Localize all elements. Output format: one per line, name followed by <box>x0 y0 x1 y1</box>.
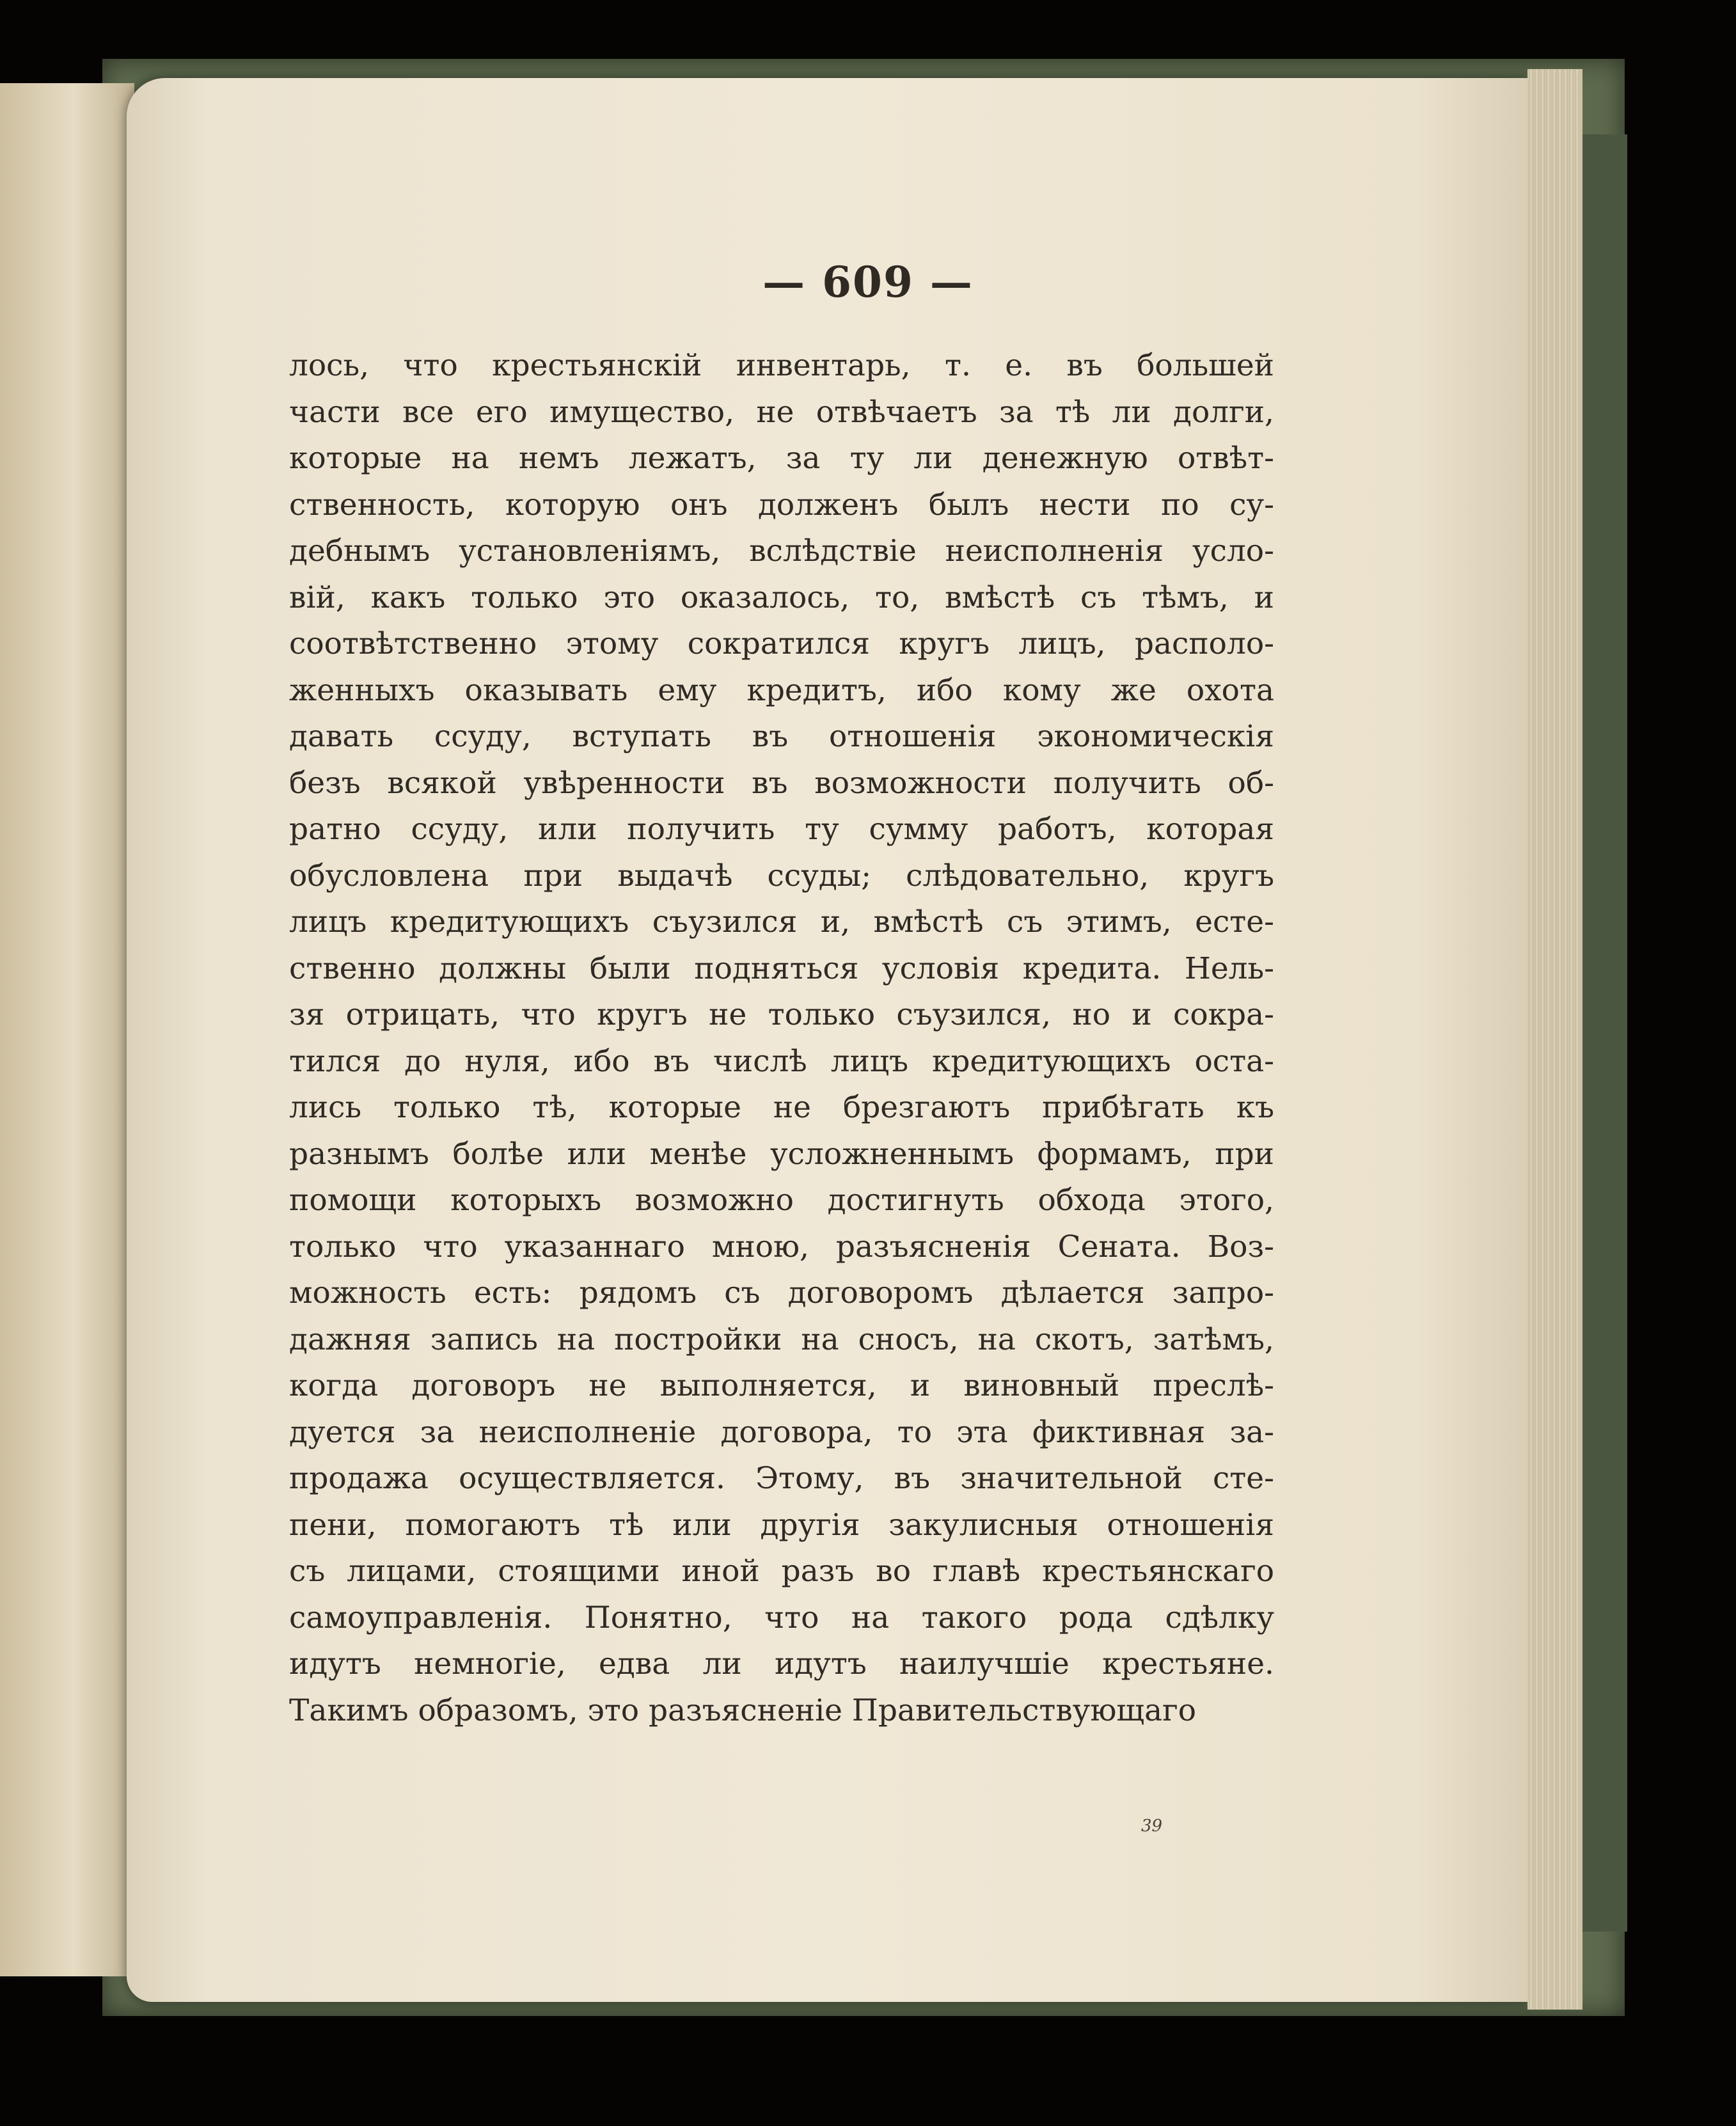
page-fore-edge <box>1527 69 1582 2010</box>
text-line: вій, какъ только это оказалось, то, вмѣстѣ съ тѣмъ, и <box>289 579 1274 615</box>
text-line: пени, помогаютъ тѣ или другія закулисныя отношенія <box>289 1507 1274 1543</box>
text-line: съ лицами, стоящими иной разъ во главѣ крестьянскаго <box>289 1554 1274 1589</box>
text-line: Такимъ образомъ, это разъясненіе Правительствующаго <box>289 1692 1197 1728</box>
text-line: помощи которыхъ возможно достигнуть обхода этого, <box>289 1183 1274 1218</box>
cover-edge <box>1582 134 1627 1932</box>
text-line: только что указаннаго мною, разъясненія Сената. Воз- <box>289 1229 1274 1264</box>
text-line: женныхъ оказывать ему кредитъ, ибо кому же охота <box>289 672 1274 708</box>
text-line: соотвѣтственно этому сократился кругъ лицъ, располо- <box>289 626 1274 661</box>
text-line: когда договоръ не выполняется, и виновный преслѣ- <box>289 1368 1274 1403</box>
text-line: части все его имущество, не отвѣчаетъ за тѣ ли долги, <box>289 394 1274 430</box>
text-line: давать ссуду, вступать въ отношенія экономическія <box>289 719 1274 754</box>
text-line: тился до нуля, ибо въ числѣ лицъ кредитующихъ оста- <box>289 1043 1274 1079</box>
text-line: дуется за неисполненіе договора, то эта фиктивная за- <box>289 1414 1274 1450</box>
text-line: ратно ссуду, или получить ту сумму работъ, которая <box>289 812 1274 847</box>
text-line: ственно должны были подняться условія кредита. Нель- <box>289 950 1274 986</box>
text-line: лось, что крестьянскій инвентарь, т. е. въ большей <box>289 348 1274 383</box>
text-line: лись только тѣ, которые не брезгаютъ прибѣгать къ <box>289 1090 1274 1125</box>
left-page-edge <box>0 83 134 1976</box>
text-line: дебнымъ установленіямъ, вслѣдствіе неисполненія усло- <box>289 533 1274 569</box>
text-line: лицъ кредитующихъ съузился и, вмѣстѣ съ этимъ, есте- <box>289 904 1274 940</box>
text-line: обусловлена при выдачѣ ссуды; слѣдовательно, кругъ <box>289 858 1274 894</box>
text-line: продажа осуществляется. Этому, въ значительной сте- <box>289 1461 1274 1496</box>
signature-mark: 39 <box>1141 1816 1163 1836</box>
text-line: ственность, которую онъ долженъ былъ нести по су- <box>289 487 1274 523</box>
text-line: дажняя запись на постройки на сносъ, на скотъ, затѣмъ, <box>289 1321 1274 1357</box>
body-text <box>289 343 1274 1734</box>
text-line: которые на немъ лежатъ, за ту ли денежную отвѣт- <box>289 441 1274 476</box>
text-line: зя отрицать, что кругъ не только съузился, но и сокра- <box>289 997 1274 1032</box>
text-line: самоуправленія. Понятно, что на такого рода сдѣлку <box>289 1600 1274 1635</box>
text-line: можность есть: рядомъ съ договоромъ дѣлается запро- <box>289 1275 1274 1311</box>
page-number: — 609 — <box>762 257 974 307</box>
text-line: разнымъ болѣе или менѣе усложненнымъ формамъ, при <box>289 1136 1274 1172</box>
text-line: идутъ немногіе, едва ли идутъ наилучшіе крестьяне. <box>289 1646 1274 1681</box>
text-line: безъ всякой увѣренности въ возможности получить об- <box>289 765 1274 801</box>
